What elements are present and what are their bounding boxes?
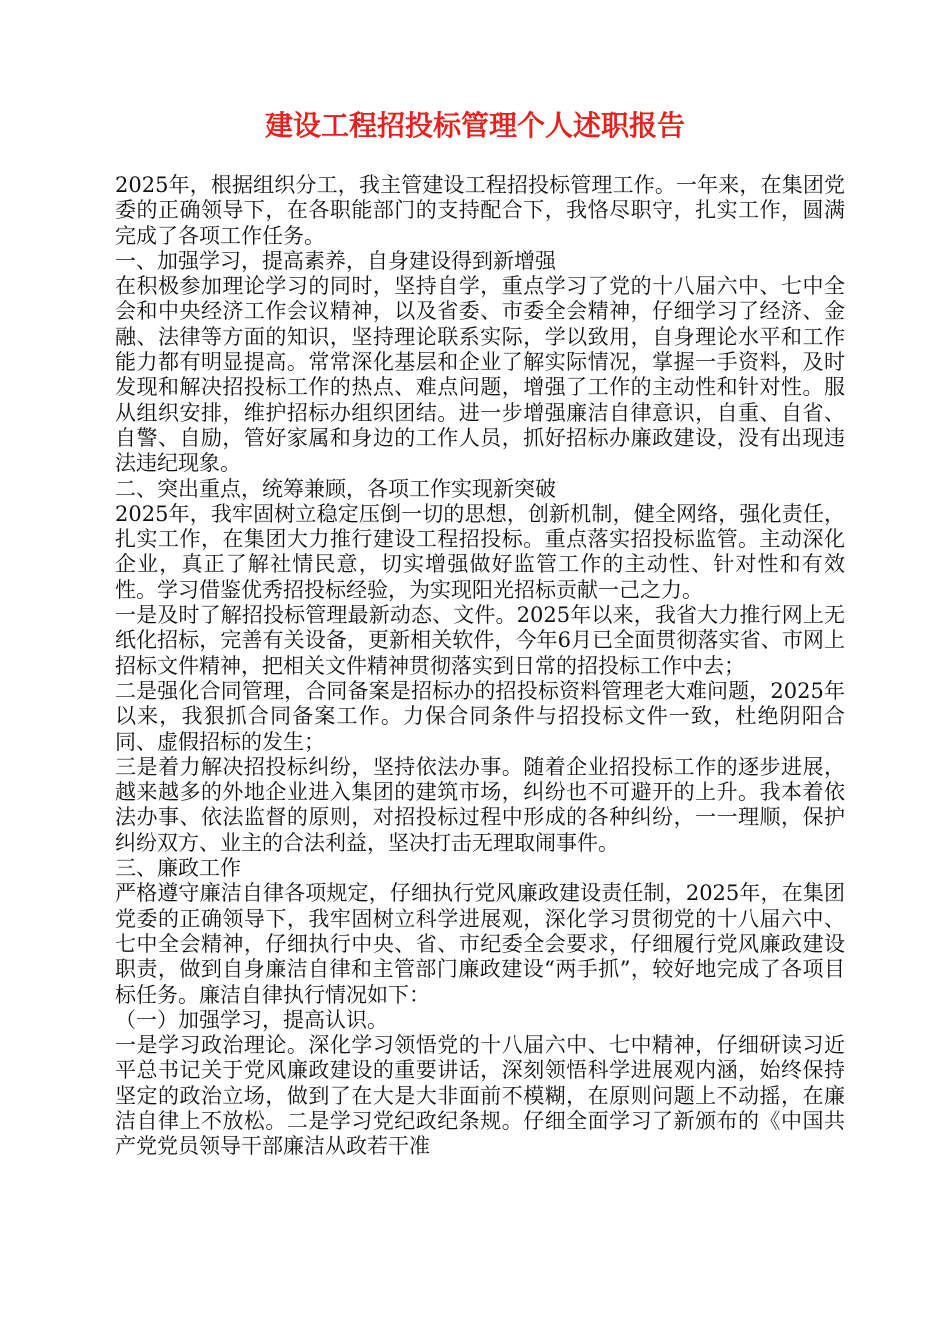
section-2-item-3: 三是着力解决招投标纠纷，坚持依法办事。随着企业招投标工作的逐步进展，越来越多的外地企业进入集团的建筑市场，纠纷也不可避开的上升。我本着依法办事、依法监督的原则，对招投标过程中形成的各种纠纷，一一理顺，保护纠纷双方、业主的合法利益，坚决打击无理取闹事件。 (115, 754, 845, 855)
subsection-heading-1: （一）加强学习，提高认识。 (115, 1007, 388, 1032)
section-2-item-2: 二是强化合同管理，合同备案是招标办的招投标资料管理老大难问题，2025年以来，我狠抓合同备案工作。力保合同条件与招投标文件一致，杜绝阴阳合同、虚假招标的发生； (115, 678, 845, 754)
section-1-paragraph: 在积极参加理论学习的同时，坚持自学，重点学习了党的十八届六中、七中全会和中央经济工作会议精神，以及省委、市委全会精神，仔细学习了经济、金融、法律等方面的知识，坚持理论联系实际，学以致用，自身理论水平和工作能力都有明显提高。常常深化基层和企业了解实际情况，掌握一手资料，及时发现和解决招投标工作的热点、难点问题，增强了工作的主动性和针对性。服从组织安排，维护招标办组织团结。进一步增强廉洁自律意识，自重、自省、自警、自励，管好家属和身边的工作人员，抓好招标办廉政建设，没有出现违法违纪现象。 (115, 274, 845, 476)
section-heading-1: 一、加强学习，提高素养，自身建设得到新增强 (115, 248, 556, 273)
section-3-paragraph: 严格遵守廉洁自律各项规定，仔细执行党风廉政建设责任制，2025年，在集团党委的正确领导下，我牢固树立科学进展观，深化学习贯彻党的十八届六中、七中全会精神，仔细执行中央、省、市纪委全会要求，仔细履行党风廉政建设职责，做到自身廉洁自律和主管部门廉政建设“两手抓”，较好地完成了各项目标任务。廉洁自律执行情况如下： (115, 881, 845, 1007)
section-heading-2: 二、突出重点，统筹兼顾，各项工作实现新突破 (115, 476, 556, 501)
subsection-1-paragraph: 一是学习政治理论。深化学习领悟党的十八届六中、七中精神，仔细研读习近平总书记关于党风廉政建设的重要讲话，深刻领悟科学进展观内涵，始终保持坚定的政治立场，做到了在大是大非面前不模糊，在原则问题上不动摇，在廉洁自律上不放松。二是学习党纪政纪条规。仔细全面学习了新颁布的《中国共产党党员领导干部廉洁从政若干准 (115, 1033, 845, 1159)
section-heading-3: 三、廉政工作 (115, 856, 241, 881)
document-body (115, 173, 845, 1160)
section-2-item-1: 一是及时了解招投标管理最新动态、文件。2025年以来，我省大力推行网上无纸化招标，完善有关设备，更新相关软件，今年6月已全面贯彻落实省、市网上招标文件精神，把相关文件精神贯彻落实到日常的招投标工作中去； (115, 603, 845, 678)
intro-paragraph: 2025年，根据组织分工，我主管建设工程招投标管理工作。一年来，在集团党委的正确领导下，在各职能部门的支持配合下，我恪尽职守，扎实工作，圆满完成了各项工作任务。 (115, 173, 845, 248)
section-2-paragraph: 2025年，我牢固树立稳定压倒一切的思想，创新机制，健全网络，强化责任，扎实工作，在集团大力推行建设工程招投标。重点落实招投标监管。主动深化企业，真正了解社情民意，切实增强做好监管工作的主动性、针对性和有效性。学习借鉴优秀招投标经验，为实现阳光招标贡献一己之力。 (115, 501, 845, 602)
document-title: 建设工程招投标管理个人述职报告 (264, 109, 685, 142)
